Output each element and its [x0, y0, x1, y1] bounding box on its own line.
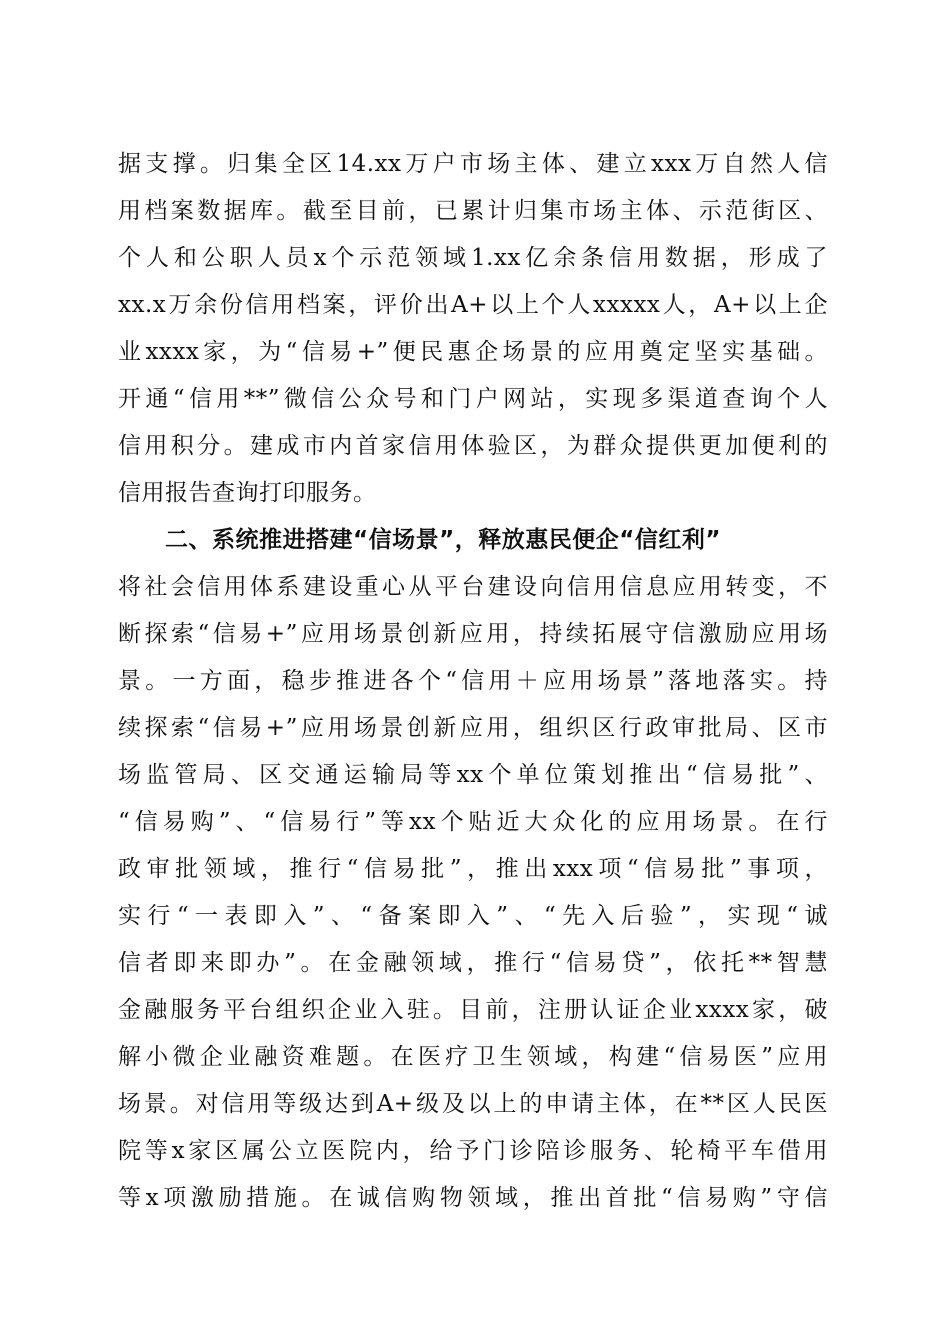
paragraph-2-line-7: 政审批领域，推行“信易批”，推出xxx项“信易批”事项，: [118, 856, 828, 882]
paragraph-2-line-14: 等x项激励措施。在诚信购物领域，推出首批“信易购”守信: [118, 1185, 828, 1211]
section-heading: 二、系统推进搭建“信场景”，释放惠民便企“信红利”: [165, 527, 721, 553]
paragraph-1-line-3: 个人和公职人员x个示范领域1.xx亿余条信用数据，形成了: [118, 245, 828, 271]
paragraph-2-line-1: 将社会信用体系建设重心从平台建设向信用信息应用转变，不: [118, 574, 828, 600]
paragraph-2-line-12: 场景。对信用等级达到A+级及以上的申请主体，在**区人民医: [118, 1091, 828, 1117]
paragraph-1-line-2: 用档案数据库。截至目前，已累计归集市场主体、示范街区、: [118, 198, 828, 224]
paragraph-1-line-8: 信用报告查询打印服务。: [118, 480, 377, 506]
paragraph-1-line-1: 据支撑。归集全区14.xx万户市场主体、建立xxx万自然人信: [118, 151, 828, 177]
paragraph-1-line-7: 信用积分。建成市内首家信用体验区，为群众提供更加便利的: [118, 433, 828, 459]
paragraph-2-line-13: 院等x家区属公立医院内，给予门诊陪诊服务、轮椅平车借用: [118, 1138, 828, 1164]
paragraph-2-line-11: 解小微企业融资难题。在医疗卫生领域，构建“信易医”应用: [118, 1044, 828, 1070]
paragraph-2-line-10: 金融服务平台组织企业入驻。目前，注册认证企业xxxx家，破: [118, 997, 828, 1023]
paragraph-2-line-5: 场监管局、区交通运输局等xx个单位策划推出“信易批”、: [118, 762, 828, 788]
paragraph-2-line-2: 断探索“信易+”应用场景创新应用，持续拓展守信激励应用场: [118, 621, 828, 647]
paragraph-2-line-3: 景。一方面，稳步推进各个“信用＋应用场景”落地落实。持: [118, 668, 828, 694]
paragraph-1-line-4: xx.x万余份信用档案，评价出A+以上个人xxxxx人，A+以上企: [118, 292, 828, 318]
paragraph-2-line-6: “信易购”、“信易行”等xx个贴近大众化的应用场景。在行: [118, 809, 828, 835]
paragraph-1-line-5: 业xxxx家，为“信易+”便民惠企场景的应用奠定坚实基础。: [118, 339, 828, 365]
paragraph-2-line-8: 实行“一表即入”、“备案即入”、“先入后验”，实现“诚: [118, 903, 828, 929]
paragraph-1-line-6: 开通“信用**”微信公众号和门户网站，实现多渠道查询个人: [118, 386, 828, 412]
paragraph-2-line-9: 信者即来即办”。在金融领域，推行“信易贷”，依托**智慧: [118, 950, 828, 976]
paragraph-2-line-4: 续探索“信易+”应用场景创新应用，组织区行政审批局、区市: [118, 715, 828, 741]
